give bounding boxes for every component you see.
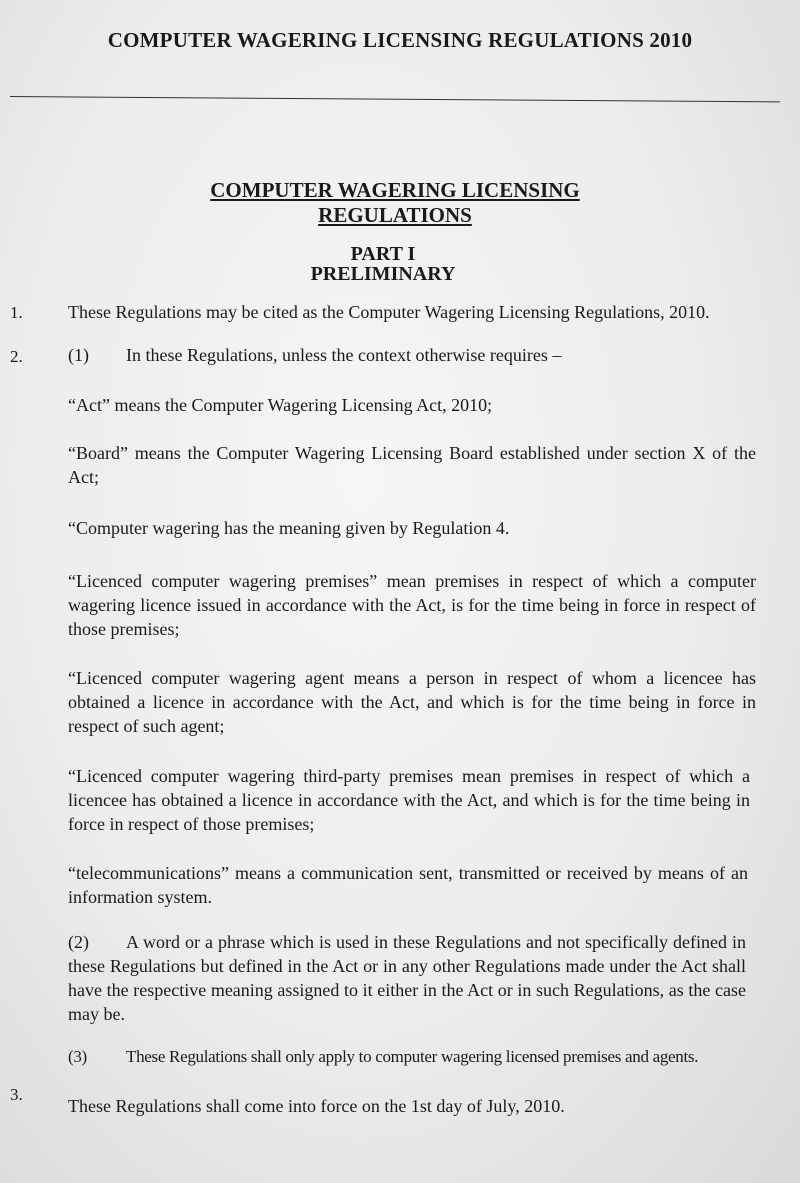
subsection-2-text: A word or a phrase which is used in these Regulations and not specifically defined in these Regulations but defined in the Act or in any other Regulations made under the Act shall have the respective meaning assigned to it either in the Act or in such Regulations, as the case may be. [68, 932, 746, 1024]
part-heading [0, 244, 766, 284]
subsection-3-text: These Regulations shall only apply to computer wagering licensed premises and agents. [126, 1047, 699, 1066]
subsection-1-text: In these Regulations, unless the context otherwise requires – [126, 345, 562, 365]
section-number-2: 2. [10, 347, 23, 366]
part-name: PRELIMINARY [310, 263, 456, 285]
definition-board: “Board” means the Computer Wagering Licensing Board established under section X of the Act; [68, 443, 756, 487]
section-number-1: 1. [10, 303, 23, 322]
document-title-line-1: COMPUTER WAGERING LICENSING [210, 178, 580, 202]
subsection-2-label: (2) [68, 932, 89, 952]
section-number-3: 3. [10, 1085, 23, 1104]
document-title-line-2: REGULATIONS [318, 203, 472, 227]
definition-telecommunications: “telecommunications” means a communication sent, transmitted or received by means of an information system. [68, 863, 748, 907]
part-number: PART I [350, 243, 416, 265]
definition-licenced-premises: “Licenced computer wagering premises” mean premises in respect of which a computer wagering licence issued in accordance with the Act, is for the time being in force in respect of those premises; [68, 571, 756, 639]
section-2-subsection-1 [68, 343, 748, 367]
subsection-3-label: (3) [68, 1047, 87, 1066]
definition-act: “Act” means the Computer Wagering Licensing Act, 2010; [68, 395, 493, 415]
header-rule [10, 96, 780, 102]
definition-licenced-agent: “Licenced computer wagering agent means a person in respect of whom a licencee has obtained a licence in accordance with the Act, and which is for the time being in force in respect of such agent; [68, 668, 756, 736]
definition-third-party-premises: “Licenced computer wagering third-party premises mean premises in respect of which a licencee has obtained a licence in accordance with the Act, and which is for the time being in force in respect of those premises; [68, 766, 750, 834]
document-title [0, 178, 790, 228]
definition-computer-wagering: “Computer wagering has the meaning given by Regulation 4. [68, 518, 510, 538]
subsection-1-label: (1) [68, 345, 89, 365]
section-2-subsection-2 [68, 930, 746, 1026]
section-2-subsection-3 [68, 1045, 758, 1069]
running-header: COMPUTER WAGERING LICENSING REGULATIONS 2010 [107, 28, 693, 52]
section-3-text: These Regulations shall come into force on the 1st day of July, 2010. [68, 1096, 565, 1116]
section-1-text: These Regulations may be cited as the Computer Wagering Licensing Regulations, 2010. [68, 302, 710, 322]
